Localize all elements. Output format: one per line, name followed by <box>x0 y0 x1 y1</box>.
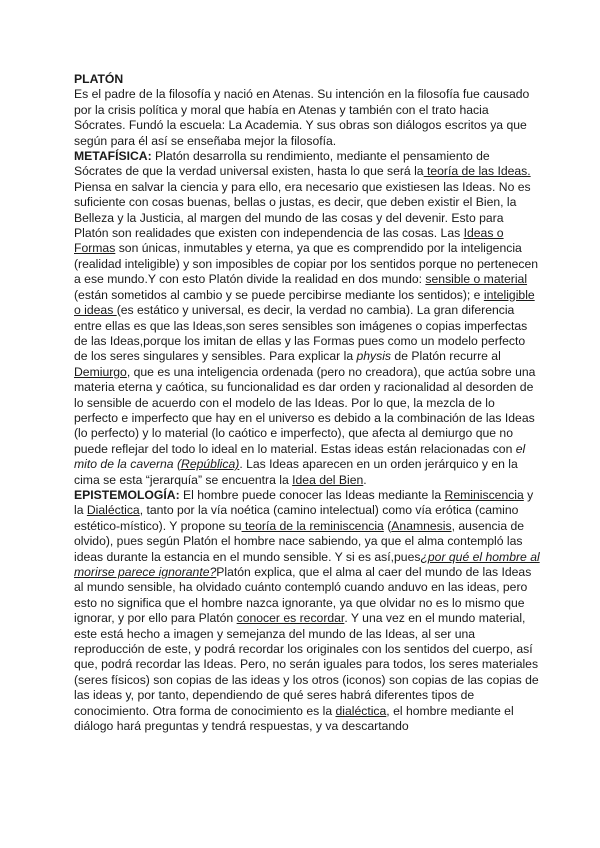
idea-bien-term: Idea del Bien <box>292 472 364 487</box>
metafisica-text-4: (están sometidos al cambio y se puede percibirse mediante los sentidos); e <box>74 287 484 302</box>
teoria-ideas-term: teoría de las Ideas. <box>423 164 531 179</box>
teoria-reminiscencia-term: teoría de la reminiscencia <box>241 518 384 533</box>
mito-caverna-term: el mito de la caverna <box>74 441 526 472</box>
dialectica-term-2: dialéctica <box>335 703 387 718</box>
epistemologia-text-3: , tanto por la vía noética (camino intelectual) como vía erótica (camino estético-místico). Y propone su <box>74 503 519 533</box>
inteligible-ideas-term: inteligible o ideas <box>74 287 535 318</box>
ideas-formas-term: Ideas o Formas <box>74 226 504 256</box>
metafisica-text-1: Platón desarrolla su rendimiento, mediante el pensamiento de Sócrates de que la verdad universal existen, hasta lo que será la <box>74 149 490 179</box>
metafisica-text-9: . <box>363 472 367 487</box>
epistemologia-text-8: , el hombre mediante el diálogo hará preguntas y tendrá respuestas, y va descartando <box>74 703 514 734</box>
demiurgo-term: Demiurgo <box>74 364 127 379</box>
epistemologia-text-7: . Y una vez en el mundo material, este está hecho a imagen y semejanza del mundo de las Ideas, al ser una reproducción de este, y podrá recordar los originales con los sentidos del cuerpo, así que, podrá recordar las Ideas. Pero, no serán iguales para todos, los seres materiales (seres físicos) son copias de las ideas y los otros (iconos) son copias de las copias de las ideas y, por tanto, dependiendo de qué seres habrá diferentes tipos de conocimiento. Otra forma de conocimiento es la <box>74 611 539 718</box>
metafisica-text-8: . Las Ideas aparecen en un orden jerárquico y en la cima se esta “jerarquía” se encuentra la <box>74 457 518 487</box>
metafisica-text-6: de Platón recurre al <box>391 349 501 364</box>
metafisica-text-7: , que es una inteligencia ordenada (pero no creadora), que actúa sobre una materia eterna y caótica, su funcionalidad es dar orden y racionalidad al desorden de lo sensible de acuerdo con el modelo de las Ideas. Por lo que, la mezcla de lo perfecto e imperfecto que hay en el universo es debido a la combinación de las Ideas (lo perfecto) y lo material (lo caótico e imperfecto), que afecta al demiurgo que no puede reflejar del todo lo ideal en lo material. Estas ideas están relacionadas con <box>74 364 536 456</box>
anamnesis-term: Anamnesis <box>391 518 452 533</box>
epistemologia-label: EPISTEMOLOGÍA: <box>74 487 180 502</box>
epistemologia-text-5: , ausencia de olvido), pues según Platón el hombre nace sabiendo, ya que el alma contempló las ideas durante la estancia en el mundo sensible. Y si es así,pues <box>74 518 525 564</box>
metafisica-paragraph <box>74 149 540 488</box>
epistemologia-text-1: El hombre puede conocer las Ideas mediante la <box>179 487 445 502</box>
metafisica-text-3: son únicas, inmutables y eterna, ya que es comprendido por la inteligencia (realidad inteligible) y son imposibles de copiar por los sentidos porque no pertenecen a ese mundo.Y con esto Platón divide la realidad en dos mundo: <box>74 241 539 287</box>
reminiscencia-term: Reminiscencia <box>444 487 524 502</box>
question-phrase: ¿por qué el hombre al morirse parece ignorante? <box>74 549 540 579</box>
sensible-material-term: sensible o material <box>425 272 528 287</box>
dialectica-term: Dialéctica <box>86 503 140 518</box>
epistemologia-text-6: Platón explica, que el alma al caer del mundo de las Ideas al mundo sensible, ha olvidado cuánto contempló cuando anduvo en las ideas, pero esto no significa que el hombre nazca ignorante, ya que olvidar no es lo mismo que ignorar, y por ello para Platón <box>74 565 532 626</box>
metafisica-text-5: (es estático y universal, es decir, la verdad no cambia). La gran diferencia entre ellas es que las Ideas,son seres sensibles son imágenes o copias imperfectas de las Ideas,porque los imitan de ellas y las Formas pues como un modelo perfecto de los seres singulares y sensibles. Para explicar la <box>74 303 528 364</box>
epistemologia-text-4: ( <box>383 518 392 533</box>
metafisica-text-2: Piensa en salvar la ciencia y para ello, era necesario que existiesen las Ideas. No es suficiente con cosas buenas, bellas o justas, es decir, que deben existir el Bien, la Belleza y la Justicia, al margen del mundo de las cosas y del devenir. Esto para Platón son realidades que existen con independencia de las cosas. Las <box>74 179 531 241</box>
document-title: PLATÓN <box>74 72 124 86</box>
epistemologia-paragraph <box>74 488 540 735</box>
intro-paragraph: Es el padre de la filosofía y nació en Atenas. Su intención en la filosofía fue causado por la crisis política y moral que había en Atenas y también con el trato hacia Sócrates. Fundó la escuela: La Academia. Y sus obras son diálogos escritos ya que según para él así se enseñaba mejor la filosofía. <box>74 87 530 148</box>
conocer-recordar-term: conocer es recordar <box>236 611 345 626</box>
republica-term: (República) <box>176 457 240 472</box>
metafisica-label: METAFÍSICA: <box>74 149 152 164</box>
epistemologia-text-2: y la <box>74 487 534 518</box>
physis-term: physis <box>356 349 392 364</box>
